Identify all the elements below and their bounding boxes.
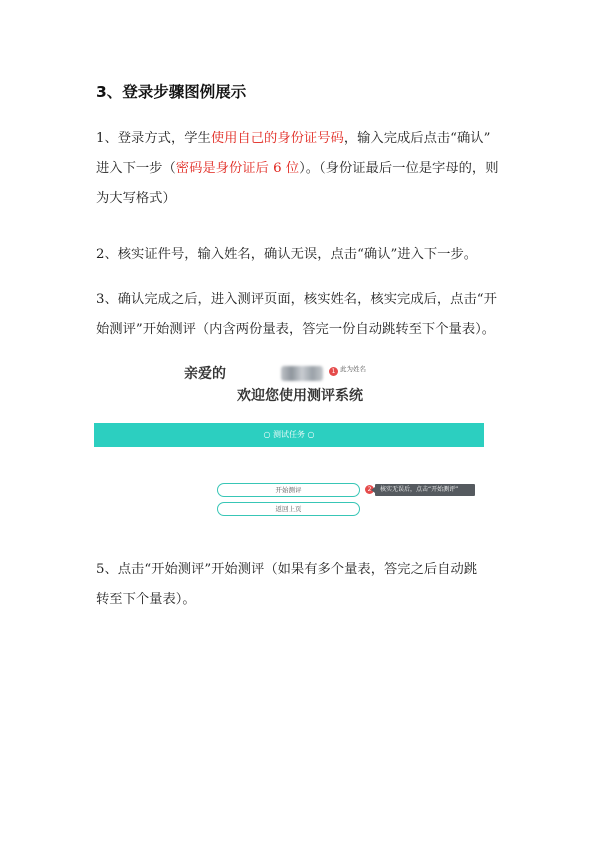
back-button[interactable]: 返回上页: [217, 502, 360, 516]
step-1-text-d: 进入下一步（: [96, 161, 176, 176]
name-note: 此为姓名: [340, 365, 366, 373]
step-2-paragraph: 2、核实证件号，输入姓名，确认无误，点击“确认”进入下一步。: [96, 247, 478, 262]
name-badge: 1: [329, 367, 338, 376]
start-tooltip: 核实无误后，点击“开始测评”: [375, 484, 475, 496]
step-1-highlight-id: 使用自己的身份证号码: [210, 131, 344, 146]
step-3-line-2: 始测评”开始测评（内含两份量表，答完一份自动跳转至下个量表）。: [96, 322, 496, 337]
step-1-text-c: ，输入完成后点击“确认”: [343, 131, 491, 146]
greeting-text: 亲爱的: [184, 366, 226, 382]
step-1-text-a: 1、登录方式，学生: [96, 131, 211, 146]
welcome-text: 欢迎您使用测评系统: [237, 388, 363, 404]
step-5-paragraph: [96, 555, 526, 615]
section-heading: 3、登录步骤图例展示: [96, 83, 247, 101]
test-task-banner: ○ 测试任务 ○: [94, 423, 484, 447]
step-5-line-1: 5、点击“开始测评”开始测评（如果有多个量表，答完之后自动跳: [96, 562, 478, 577]
step-3-paragraph: [96, 285, 526, 345]
start-test-button[interactable]: 开始测评: [217, 483, 360, 497]
step-1-paragraph: [96, 124, 526, 214]
step-1-highlight-password: 密码是身份证后 6 位: [175, 161, 300, 176]
step-1-text-g: 为大写格式）: [96, 191, 176, 206]
step-1-text-f: ）。（身份证最后一位是字母的，则: [299, 161, 499, 176]
step-5-line-2: 转至下个量表）。: [96, 592, 196, 607]
start-badge: 2: [365, 485, 374, 494]
step-3-line-1: 3、确认完成之后，进入测评页面，核实姓名，核实完成后，点击“开: [96, 292, 497, 307]
blurred-name: [281, 366, 323, 381]
